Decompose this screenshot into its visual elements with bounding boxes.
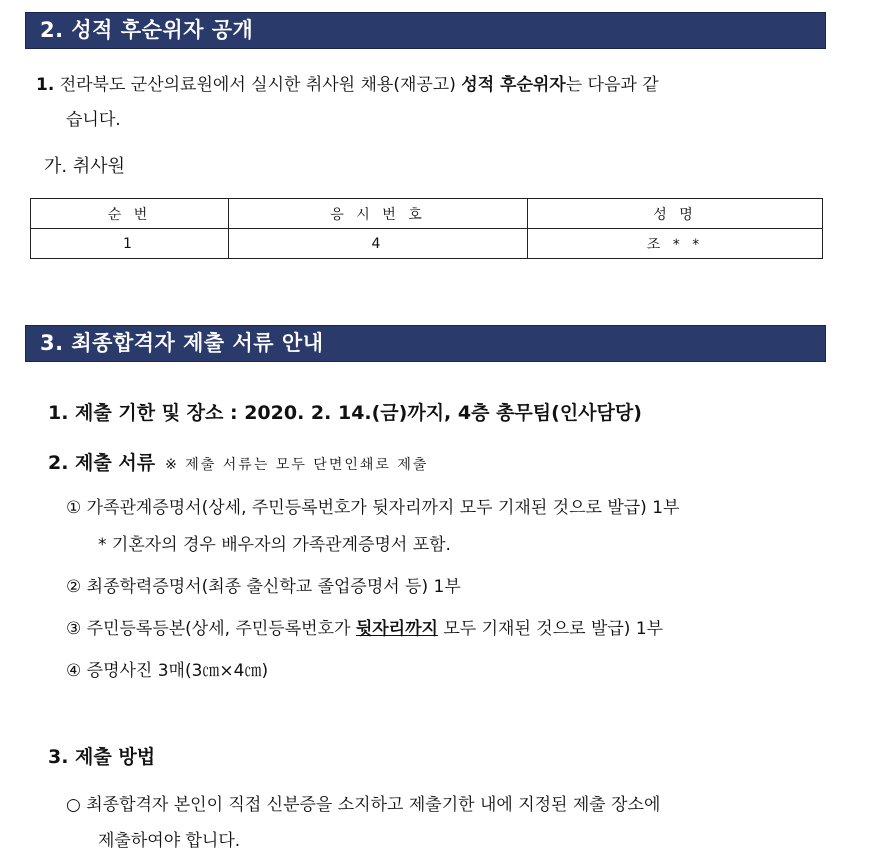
table-header-cell: 응 시 번 호 xyxy=(229,199,528,229)
document-item-3-text: ③ 주민등록등본(상세, 주민등록번호가 xyxy=(66,619,356,639)
paragraph-number: 1. xyxy=(36,75,55,95)
table-header-cell: 성 명 xyxy=(528,199,823,229)
table-cell: 4 xyxy=(229,229,528,259)
table-cell: 조 * * xyxy=(528,229,823,259)
document-item-1: ① 가족관계증명서(상세, 주민등록번호가 뒷자리까지 모두 기재된 것으로 발급) 1부 xyxy=(66,498,680,518)
documents-note: ※ 제출 서류는 모두 단면인쇄로 제출 xyxy=(165,457,429,473)
paragraph-text: 전라북도 군산의료원에서 실시한 취사원 채용(재공고) xyxy=(59,75,456,95)
method-line-2: 제출하여야 합니다. xyxy=(98,831,241,851)
document-item-4: ④ 증명사진 3매(3㎝×4㎝) xyxy=(66,661,269,681)
deadline-item: 1. 제출 기한 및 장소 : 2020. 2. 14.(금)까지, 4층 총무팀(인사담당) xyxy=(48,402,642,424)
paragraph-bold-text: 성적 후순위자 xyxy=(461,75,566,95)
document-item-3 xyxy=(66,614,663,639)
paragraph-continuation: 습니다. xyxy=(66,110,121,130)
documents-title: 2. 제출 서류 xyxy=(48,452,156,474)
applicant-table xyxy=(30,198,823,259)
document-item-3-text-end: 모두 기재된 것으로 발급) 1부 xyxy=(437,619,664,639)
section-2-header: 2. 성적 후순위자 공개 xyxy=(25,12,826,49)
table-header-cell: 순 번 xyxy=(31,199,229,229)
method-line-1: ○ 최종합격자 본인이 직접 신분증을 소지하고 제출기한 내에 지정된 제출 장소에 xyxy=(66,795,661,815)
document-item-2: ② 최종학력증명서(최종 출신학교 졸업증명서 등) 1부 xyxy=(66,577,461,597)
document-item-3-emphasis: 뒷자리까지 xyxy=(355,619,438,639)
table-header-row xyxy=(31,199,823,229)
paragraph-text-end: 는 다음과 같 xyxy=(565,75,659,95)
section-3-header: 3. 최종합격자 제출 서류 안내 xyxy=(25,325,826,362)
method-title: 3. 제출 방법 xyxy=(48,746,156,768)
table-row xyxy=(31,229,823,259)
section-2-paragraph xyxy=(36,64,826,134)
sub-label-cook: 가. 취사원 xyxy=(44,156,125,177)
table-cell: 1 xyxy=(31,229,229,259)
document-item-1-note: * 기혼자의 경우 배우자의 가족관계증명서 포함. xyxy=(98,535,451,555)
documents-item xyxy=(48,448,428,475)
